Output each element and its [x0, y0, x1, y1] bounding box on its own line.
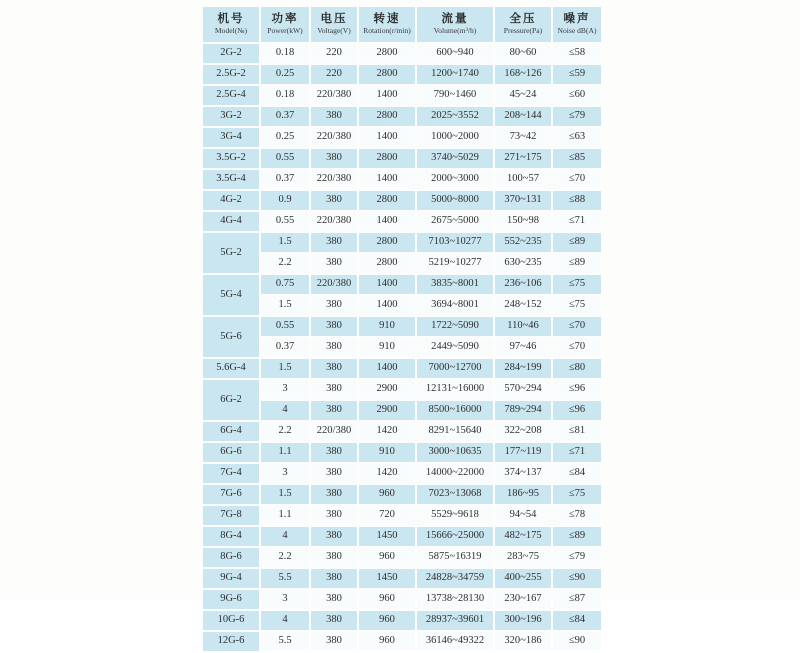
rotation-cell: 1450 [359, 569, 415, 588]
volume-cell: 2025~3552 [417, 107, 493, 126]
noise-cell: ≤75 [553, 296, 601, 315]
voltage-cell: 380 [311, 485, 357, 504]
model-cell: 7G-8 [203, 506, 259, 525]
table-row [203, 443, 601, 462]
volume-cell: 13738~28130 [417, 590, 493, 609]
voltage-cell: 220/380 [311, 422, 357, 441]
pressure-cell: 80~60 [495, 44, 551, 63]
column-header-model [203, 7, 259, 42]
column-header-pressure [495, 7, 551, 42]
power-cell: 0.55 [261, 149, 309, 168]
rotation-cell: 960 [359, 611, 415, 630]
table-row [203, 128, 601, 147]
model-cell: 6G-2 [203, 380, 259, 420]
pressure-cell: 248~152 [495, 296, 551, 315]
power-cell: 4 [261, 527, 309, 546]
power-cell: 1.1 [261, 506, 309, 525]
voltage-cell: 380 [311, 632, 357, 651]
voltage-cell: 380 [311, 254, 357, 273]
power-cell: 0.55 [261, 212, 309, 231]
noise-cell: ≤88 [553, 191, 601, 210]
voltage-cell: 380 [311, 317, 357, 336]
pressure-cell: 284~199 [495, 359, 551, 378]
noise-cell: ≤96 [553, 380, 601, 399]
power-cell: 0.55 [261, 317, 309, 336]
column-header-en: Rotation(r/min) [363, 26, 411, 35]
table-row [203, 65, 601, 84]
power-cell: 0.37 [261, 107, 309, 126]
table-row [203, 191, 601, 210]
voltage-cell: 380 [311, 359, 357, 378]
noise-cell: ≤90 [553, 632, 601, 651]
model-cell: 7G-4 [203, 464, 259, 483]
table-row [203, 527, 601, 546]
pressure-cell: 230~167 [495, 590, 551, 609]
power-cell: 1.5 [261, 233, 309, 252]
table-row [203, 338, 601, 357]
table-row [203, 107, 601, 126]
pressure-cell: 374~137 [495, 464, 551, 483]
noise-cell: ≤78 [553, 506, 601, 525]
noise-cell: ≤59 [553, 65, 601, 84]
pressure-cell: 94~54 [495, 506, 551, 525]
rotation-cell: 2800 [359, 233, 415, 252]
noise-cell: ≤89 [553, 254, 601, 273]
volume-cell: 14000~22000 [417, 464, 493, 483]
voltage-cell: 220/380 [311, 86, 357, 105]
table-row [203, 590, 601, 609]
column-header-zh: 转速 [373, 13, 401, 25]
rotation-cell: 960 [359, 485, 415, 504]
rotation-cell: 2800 [359, 107, 415, 126]
volume-cell: 2000~3000 [417, 170, 493, 189]
header-row [203, 7, 601, 42]
model-cell: 10G-6 [203, 611, 259, 630]
model-cell: 3G-2 [203, 107, 259, 126]
noise-cell: ≤80 [553, 359, 601, 378]
model-cell: 9G-6 [203, 590, 259, 609]
table-row [203, 317, 601, 336]
fan-spec-table [201, 5, 603, 653]
volume-cell: 600~940 [417, 44, 493, 63]
power-cell: 0.25 [261, 128, 309, 147]
column-header-en: Noise dB(A) [557, 26, 597, 35]
table-row [203, 548, 601, 567]
noise-cell: ≤79 [553, 548, 601, 567]
power-cell: 5.5 [261, 632, 309, 651]
pressure-cell: 370~131 [495, 191, 551, 210]
volume-cell: 12131~16000 [417, 380, 493, 399]
pressure-cell: 236~106 [495, 275, 551, 294]
model-cell: 4G-2 [203, 191, 259, 210]
volume-cell: 790~1460 [417, 86, 493, 105]
power-cell: 3 [261, 380, 309, 399]
pressure-cell: 100~57 [495, 170, 551, 189]
volume-cell: 24828~34759 [417, 569, 493, 588]
power-cell: 1.5 [261, 359, 309, 378]
rotation-cell: 910 [359, 317, 415, 336]
table-row [203, 611, 601, 630]
power-cell: 2.2 [261, 254, 309, 273]
volume-cell: 2449~5090 [417, 338, 493, 357]
rotation-cell: 2900 [359, 380, 415, 399]
volume-cell: 5000~8000 [417, 191, 493, 210]
rotation-cell: 1400 [359, 275, 415, 294]
voltage-cell: 380 [311, 443, 357, 462]
voltage-cell: 220/380 [311, 170, 357, 189]
pressure-cell: 300~196 [495, 611, 551, 630]
table-row [203, 170, 601, 189]
volume-cell: 5875~16319 [417, 548, 493, 567]
table-row [203, 380, 601, 399]
pressure-cell: 73~42 [495, 128, 551, 147]
rotation-cell: 960 [359, 548, 415, 567]
model-cell: 3.5G-2 [203, 149, 259, 168]
power-cell: 4 [261, 401, 309, 420]
column-header-voltage [311, 7, 357, 42]
model-cell: 12G-6 [203, 632, 259, 651]
power-cell: 0.37 [261, 338, 309, 357]
pressure-cell: 110~46 [495, 317, 551, 336]
table-row [203, 254, 601, 273]
volume-cell: 36146~49322 [417, 632, 493, 651]
volume-cell: 1200~1740 [417, 65, 493, 84]
column-header-en: Pressure(Pa) [503, 26, 543, 35]
column-header-zh: 功率 [271, 13, 299, 25]
model-cell: 5.6G-4 [203, 359, 259, 378]
power-cell: 1.5 [261, 296, 309, 315]
column-header-zh: 机号 [217, 13, 245, 25]
volume-cell: 15666~25000 [417, 527, 493, 546]
noise-cell: ≤84 [553, 464, 601, 483]
column-header-zh: 流量 [441, 13, 469, 25]
voltage-cell: 380 [311, 296, 357, 315]
pressure-cell: 177~119 [495, 443, 551, 462]
noise-cell: ≤85 [553, 149, 601, 168]
model-cell: 8G-4 [203, 527, 259, 546]
table-body [203, 44, 601, 651]
table-header [203, 7, 601, 42]
noise-cell: ≤84 [553, 611, 601, 630]
noise-cell: ≤70 [553, 170, 601, 189]
power-cell: 4 [261, 611, 309, 630]
model-cell: 5G-2 [203, 233, 259, 273]
volume-cell: 3740~5029 [417, 149, 493, 168]
power-cell: 5.5 [261, 569, 309, 588]
table-row [203, 569, 601, 588]
rotation-cell: 1450 [359, 527, 415, 546]
volume-cell: 3000~10635 [417, 443, 493, 462]
pressure-cell: 570~294 [495, 380, 551, 399]
rotation-cell: 1400 [359, 86, 415, 105]
noise-cell: ≤81 [553, 422, 601, 441]
noise-cell: ≤75 [553, 275, 601, 294]
voltage-cell: 380 [311, 548, 357, 567]
volume-cell: 7023~13068 [417, 485, 493, 504]
pressure-cell: 168~126 [495, 65, 551, 84]
volume-cell: 28937~39601 [417, 611, 493, 630]
volume-cell: 2675~5000 [417, 212, 493, 231]
voltage-cell: 380 [311, 527, 357, 546]
voltage-cell: 380 [311, 401, 357, 420]
column-header-power [261, 7, 309, 42]
power-cell: 1.5 [261, 485, 309, 504]
noise-cell: ≤89 [553, 233, 601, 252]
voltage-cell: 380 [311, 590, 357, 609]
pressure-cell: 400~255 [495, 569, 551, 588]
rotation-cell: 1400 [359, 128, 415, 147]
power-cell: 0.18 [261, 44, 309, 63]
table-row [203, 44, 601, 63]
column-header-noise [553, 7, 601, 42]
noise-cell: ≤60 [553, 86, 601, 105]
noise-cell: ≤70 [553, 317, 601, 336]
rotation-cell: 910 [359, 338, 415, 357]
noise-cell: ≤96 [553, 401, 601, 420]
pressure-cell: 789~294 [495, 401, 551, 420]
table-row [203, 506, 601, 525]
table-row [203, 212, 601, 231]
voltage-cell: 220/380 [311, 212, 357, 231]
voltage-cell: 380 [311, 611, 357, 630]
power-cell: 0.75 [261, 275, 309, 294]
rotation-cell: 960 [359, 590, 415, 609]
noise-cell: ≤75 [553, 485, 601, 504]
noise-cell: ≤89 [553, 527, 601, 546]
noise-cell: ≤79 [553, 107, 601, 126]
rotation-cell: 1400 [359, 212, 415, 231]
model-cell: 2.5G-2 [203, 65, 259, 84]
model-cell: 6G-4 [203, 422, 259, 441]
rotation-cell: 1420 [359, 464, 415, 483]
voltage-cell: 380 [311, 338, 357, 357]
column-header-en: Power(kW) [267, 26, 303, 35]
pressure-cell: 208~144 [495, 107, 551, 126]
power-cell: 0.18 [261, 86, 309, 105]
pressure-cell: 320~186 [495, 632, 551, 651]
volume-cell: 3694~8001 [417, 296, 493, 315]
noise-cell: ≤63 [553, 128, 601, 147]
noise-cell: ≤87 [553, 590, 601, 609]
model-cell: 9G-4 [203, 569, 259, 588]
table-row [203, 275, 601, 294]
voltage-cell: 220/380 [311, 128, 357, 147]
noise-cell: ≤90 [553, 569, 601, 588]
noise-cell: ≤71 [553, 443, 601, 462]
model-cell: 8G-6 [203, 548, 259, 567]
voltage-cell: 380 [311, 149, 357, 168]
table-row [203, 233, 601, 252]
power-cell: 0.37 [261, 170, 309, 189]
volume-cell: 1722~5090 [417, 317, 493, 336]
volume-cell: 1000~2000 [417, 128, 493, 147]
column-header-volume [417, 7, 493, 42]
rotation-cell: 1400 [359, 296, 415, 315]
power-cell: 1.1 [261, 443, 309, 462]
voltage-cell: 380 [311, 464, 357, 483]
voltage-cell: 380 [311, 569, 357, 588]
table-row [203, 86, 601, 105]
volume-cell: 7000~12700 [417, 359, 493, 378]
model-cell: 4G-4 [203, 212, 259, 231]
model-cell: 3G-4 [203, 128, 259, 147]
model-cell: 5G-6 [203, 317, 259, 357]
voltage-cell: 220/380 [311, 275, 357, 294]
column-header-en: Voltage(V) [317, 26, 351, 35]
table-row [203, 632, 601, 651]
rotation-cell: 2800 [359, 65, 415, 84]
noise-cell: ≤70 [553, 338, 601, 357]
pressure-cell: 552~235 [495, 233, 551, 252]
volume-cell: 3835~8001 [417, 275, 493, 294]
noise-cell: ≤71 [553, 212, 601, 231]
power-cell: 3 [261, 590, 309, 609]
model-cell: 6G-6 [203, 443, 259, 462]
voltage-cell: 220 [311, 44, 357, 63]
rotation-cell: 910 [359, 443, 415, 462]
pressure-cell: 150~98 [495, 212, 551, 231]
volume-cell: 8291~15640 [417, 422, 493, 441]
model-cell: 5G-4 [203, 275, 259, 315]
pressure-cell: 283~75 [495, 548, 551, 567]
table-row [203, 422, 601, 441]
volume-cell: 5219~10277 [417, 254, 493, 273]
voltage-cell: 380 [311, 191, 357, 210]
model-cell: 7G-6 [203, 485, 259, 504]
power-cell: 2.2 [261, 548, 309, 567]
column-header-zh: 全压 [509, 13, 537, 25]
column-header-zh: 电压 [320, 13, 348, 25]
power-cell: 2.2 [261, 422, 309, 441]
volume-cell: 8500~16000 [417, 401, 493, 420]
rotation-cell: 2800 [359, 191, 415, 210]
noise-cell: ≤58 [553, 44, 601, 63]
pressure-cell: 322~208 [495, 422, 551, 441]
table-row [203, 485, 601, 504]
rotation-cell: 1400 [359, 170, 415, 189]
voltage-cell: 220 [311, 65, 357, 84]
power-cell: 0.25 [261, 65, 309, 84]
pressure-cell: 97~46 [495, 338, 551, 357]
rotation-cell: 960 [359, 632, 415, 651]
rotation-cell: 2800 [359, 254, 415, 273]
rotation-cell: 1400 [359, 359, 415, 378]
table-row [203, 401, 601, 420]
pressure-cell: 630~235 [495, 254, 551, 273]
voltage-cell: 380 [311, 107, 357, 126]
column-header-en: Model(№) [214, 26, 248, 35]
rotation-cell: 2800 [359, 149, 415, 168]
column-header-rotation [359, 7, 415, 42]
rotation-cell: 1420 [359, 422, 415, 441]
voltage-cell: 380 [311, 380, 357, 399]
column-header-en: Volume(m³/h) [433, 26, 477, 35]
rotation-cell: 2900 [359, 401, 415, 420]
pressure-cell: 482~175 [495, 527, 551, 546]
model-cell: 2G-2 [203, 44, 259, 63]
table-row [203, 464, 601, 483]
model-cell: 3.5G-4 [203, 170, 259, 189]
table-row [203, 359, 601, 378]
rotation-cell: 2800 [359, 44, 415, 63]
voltage-cell: 380 [311, 233, 357, 252]
pressure-cell: 45~24 [495, 86, 551, 105]
power-cell: 3 [261, 464, 309, 483]
pressure-cell: 271~175 [495, 149, 551, 168]
power-cell: 0.9 [261, 191, 309, 210]
rotation-cell: 720 [359, 506, 415, 525]
volume-cell: 7103~10277 [417, 233, 493, 252]
column-header-zh: 噪声 [563, 13, 591, 25]
model-cell: 2.5G-4 [203, 86, 259, 105]
pressure-cell: 186~95 [495, 485, 551, 504]
volume-cell: 5529~9618 [417, 506, 493, 525]
voltage-cell: 380 [311, 506, 357, 525]
table-row [203, 296, 601, 315]
table-row [203, 149, 601, 168]
